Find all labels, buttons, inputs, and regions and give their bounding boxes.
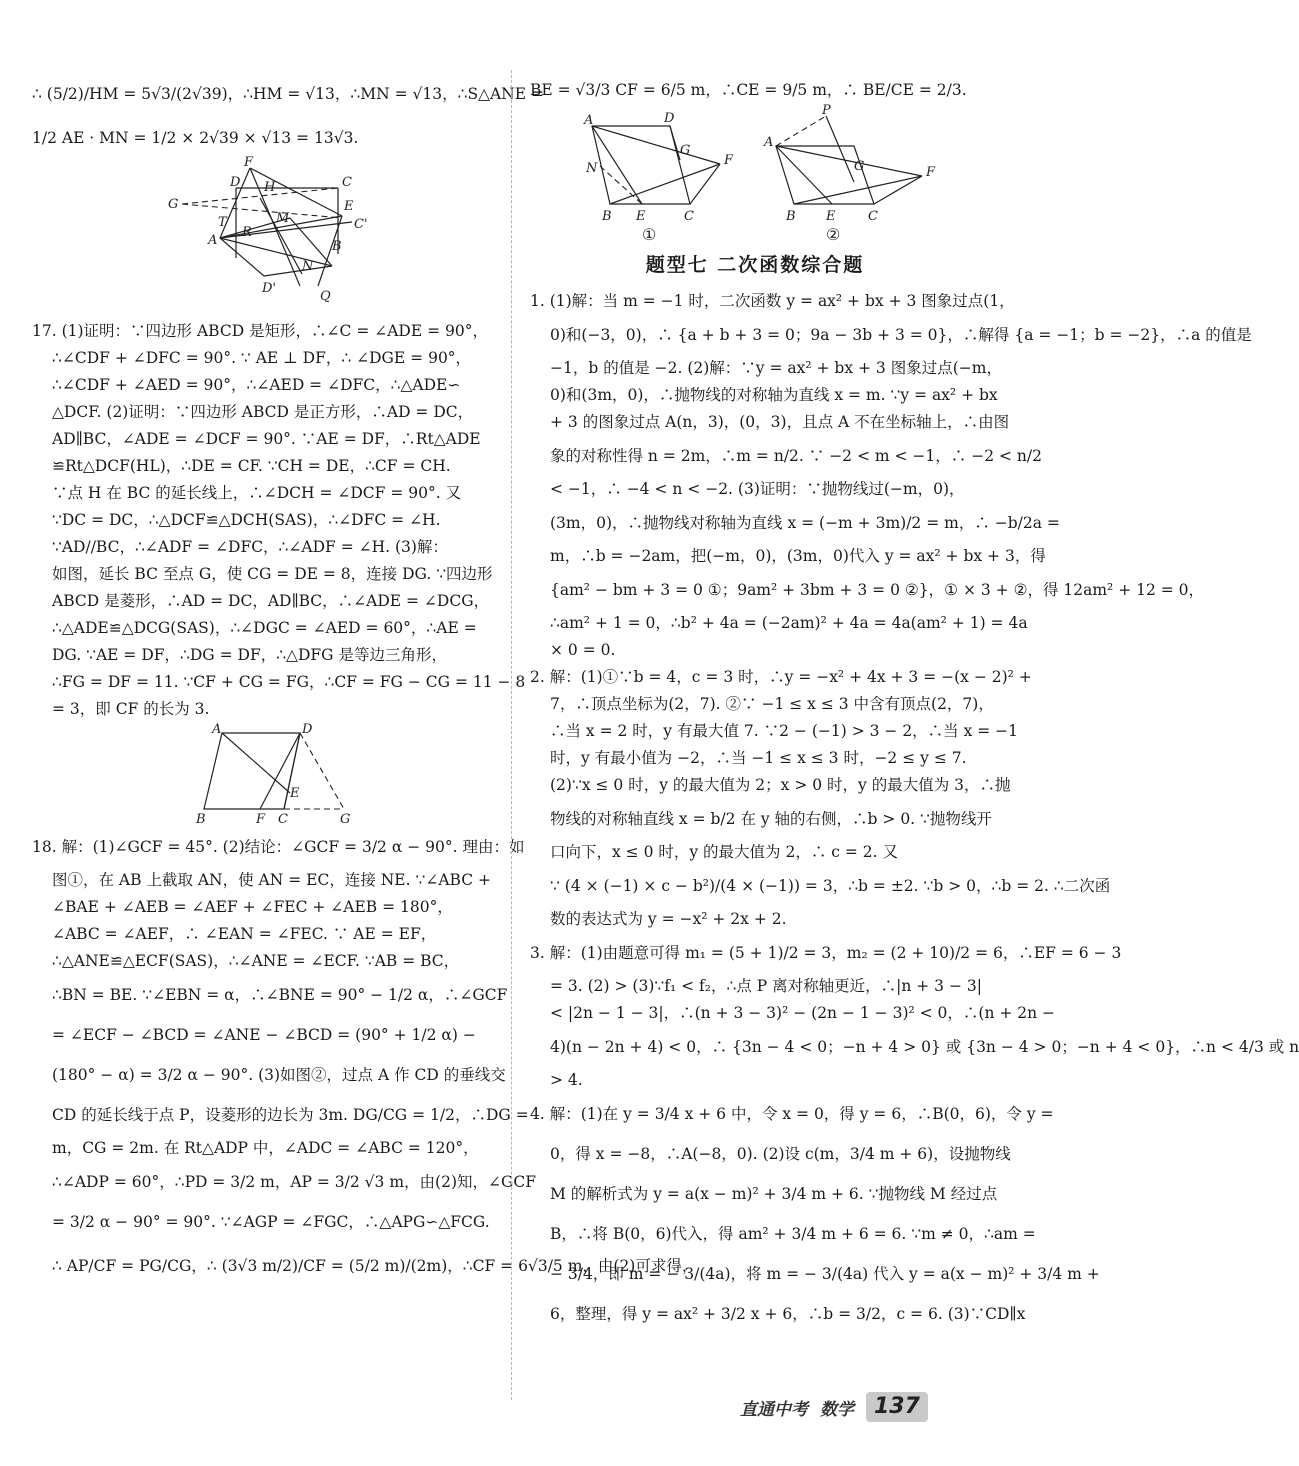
text-line: {am² − bm + 3 = 0 ①；9am² + 3bm + 3 = 0 ②}，① × 3 + ②，得 12am² + 12 = 0，: [550, 581, 1205, 599]
text-line: ∠ABC = ∠AEF，∴ ∠EAN = ∠FEC. ∵ AE = EF，: [52, 925, 437, 943]
text-line: × 0 = 0.: [550, 641, 616, 659]
figure-label: E: [290, 786, 300, 801]
text-line: ∵DC = DC，∴△DCF≌△DCH(SAS)，∴∠DFC = ∠H.: [52, 511, 441, 529]
text-line: 17. (1)证明：∵四边形 ABCD 是矩形，∴∠C = ∠ADE = 90°，: [32, 322, 488, 340]
text-line: ∴△ADE≌△DCG(SAS)，∴∠DGC = ∠AED = 60°，∴AE =: [52, 619, 477, 637]
text-line: = 3，即 CF 的长为 3.: [52, 700, 210, 718]
page-footer: [740, 1392, 928, 1422]
text-line: M 的解析式为 y = a(x − m)² + 3/4 m + 6. ∵抛物线 M 经过点: [550, 1185, 998, 1203]
text-line: 0)和(−3，0)，∴ {a + b + 3 = 0；9a − 3b + 3 = 0}，∴解得 {a = −1；b = −2}，∴a 的值是: [550, 326, 1252, 344]
section-title: 题型七 二次函数综合题: [645, 254, 865, 276]
figure-label: B: [196, 812, 206, 827]
text-line: 数的表达式为 y = −x² + 2x + 2.: [550, 910, 787, 928]
figure-label: H: [264, 180, 276, 195]
text-line: ∠BAE + ∠AEB = ∠AEF + ∠FEC + ∠AEB = 180°，: [52, 898, 453, 916]
text-line: 4. 解：(1)在 y = 3/4 x + 6 中，令 x = 0，得 y = 6，∴B(0，6)，令 y =: [530, 1105, 1054, 1123]
text-line: 1. (1)解：当 m = −1 时，二次函数 y = ax² + bx + 3 图象过点(1，: [530, 292, 1015, 310]
figure-label: G: [854, 159, 865, 174]
text-line: 4)(n − 2n + 4) < 0，∴ {3n − 4 < 0；−n + 4 > 0} 或 {3n − 4 > 0；−n + 4 < 0}，∴n < 4/3 或 n: [550, 1038, 1299, 1056]
text-line: = 3/2 α − 90° = 90°. ∵∠AGP = ∠FGC，∴△APG∽△FCG.: [52, 1213, 490, 1231]
text-line: 2. 解：(1)①∵b = 4，c = 3 时，∴y = −x² + 4x + 3 = −(x − 2)² +: [530, 668, 1032, 686]
text-line: = 3. (2) > (3)∵f₁ < f₂，∴点 P 离对称轴更近，∴|n + 3 − 3|: [550, 977, 982, 995]
text-line: 象的对称性得 n = 2m，∴m = n/2. ∵ −2 < m < −1，∴ −2 < n/2: [550, 447, 1042, 465]
text-line: 1/2 AE · MN = 1/2 × 2√39 × √13 = 13√3.: [32, 129, 359, 147]
figure-label: N: [586, 161, 598, 176]
figure-label: P: [822, 103, 831, 118]
text-line: ∴∠ADP = 60°，∴PD = 3/2 m，AP = 3/2 √3 m，由(2)知，∠GCF: [52, 1173, 536, 1191]
text-line: ∴ (5/2)/HM = 5√3/(2√39)，∴HM = √13，∴MN = √13，∴S△ANE =: [32, 85, 544, 103]
figure-label: G: [340, 812, 351, 827]
figure-label: A: [208, 233, 218, 248]
figure-label: B: [332, 239, 342, 254]
subject-label: 数学: [820, 1399, 854, 1420]
text-line: ≌Rt△DCF(HL)，∴DE = CF. ∵CH = DE，∴CF = CH.: [52, 457, 451, 475]
figure-number: ①: [642, 225, 657, 244]
text-line: 18. 解：(1)∠GCF = 45°. (2)结论：∠GCF = 3/2 α − 90°. 理由：如: [32, 838, 525, 856]
text-line: 物线的对称轴直线 x = b/2 在 y 轴的右侧，∴b > 0. ∵抛物线开: [550, 810, 992, 828]
text-line: (2)∵x ≤ 0 时，y 的最大值为 2；x > 0 时，y 的最大值为 3，∴抛: [550, 776, 1011, 794]
text-line: m，CG = 2m. 在 Rt△ADP 中，∠ADC = ∠ABC = 120°，: [52, 1139, 479, 1157]
text-line: 图①，在 AB 上截取 AN，使 AN = EC，连接 NE. ∵∠ABC +: [52, 871, 491, 889]
figure-label: F: [256, 812, 266, 827]
text-line: AD∥BC，∠ADE = ∠DCF = 90°. ∵AE = DF，∴Rt△ADE: [52, 430, 481, 448]
text-line: 0)和(3m，0)，∴抛物线的对称轴为直线 x = m. ∵y = ax² + bx: [550, 386, 998, 404]
text-line: 7，∴顶点坐标为(2，7). ②∵ −1 ≤ x ≤ 3 中含有顶点(2，7)，: [550, 695, 994, 713]
text-line: ∴△ANE≌△ECF(SAS)，∴∠ANE = ∠ECF. ∵AB = BC，: [52, 952, 460, 970]
figure-label: F: [244, 155, 254, 170]
text-line: 口向下，x ≤ 0 时，y 的最大值为 2，∴ c = 2. 又: [550, 843, 899, 861]
figure-rhombus: [32, 723, 494, 827]
figure-label: C: [684, 209, 694, 224]
text-line: = ∠ECF − ∠BCD = ∠ANE − ∠BCD = (90° + 1/2 α) −: [52, 1026, 476, 1044]
text-line: ∴∠CDF + ∠AED = 90°，∴∠AED = ∠DFC，∴△ADE∽: [52, 376, 461, 394]
figure-label: C: [342, 175, 352, 190]
text-line: ∵ (4 × (−1) × c − b²)/(4 × (−1)) = 3，∴b = ±2. ∵b > 0，∴b = 2. ∴二次函: [550, 877, 1111, 895]
text-line: (180° − α) = 3/2 α − 90°. (3)如图②，过点 A 作 CD 的垂线交: [52, 1066, 506, 1084]
figure-label: D: [302, 722, 313, 737]
text-line: 如图，延长 BC 至点 G，使 CG = DE = 8，连接 DG. ∵四边形: [52, 565, 493, 583]
figure-label: D': [262, 281, 276, 296]
figure-label: D: [664, 111, 675, 126]
text-line: B，∴将 B(0，6)代入，得 am² + 3/4 m + 6 = 6. ∵m ≠ 0，∴am =: [550, 1225, 1036, 1243]
figure-rotated-square: [32, 155, 494, 318]
figure-label: F: [926, 165, 936, 180]
text-line: 时，y 有最小值为 −2，∴当 −1 ≤ x ≤ 3 时，−2 ≤ y ≤ 7.: [550, 749, 967, 767]
figure-label: D: [230, 175, 241, 190]
text-line: CD 的延长线于点 P，设菱形的边长为 3m. DG/CG = 1/2，∴DG =: [52, 1106, 529, 1124]
figure-label: G: [168, 197, 179, 212]
page-number: 137: [866, 1392, 928, 1422]
text-line: ∴FG = DF = 11. ∵CF + CG = FG，∴CF = FG − CG = 11 − 8: [52, 673, 526, 691]
text-line: 3. 解：(1)由题意可得 m₁ = (5 + 1)/2 = 3，m₂ = (2 + 10)/2 = 6，∴EF = 6 − 3: [530, 944, 1122, 962]
text-line: 6，整理，得 y = ax² + 3/2 x + 6，∴b = 3/2，c = 6. (3)∵CD∥x: [550, 1305, 1026, 1323]
text-line: △DCF. (2)证明：∵四边形 ABCD 是正方形，∴AD = DC，: [52, 403, 474, 421]
column-divider: [511, 70, 512, 1400]
text-line: ∴当 x = 2 时，y 有最大值 7. ∵2 − (−1) > 3 − 2，∴当 x = −1: [550, 722, 1019, 740]
text-line: BE = √3/3 CF = 6/5 m，∴CE = 9/5 m，∴ BE/CE = 2/3.: [530, 81, 967, 99]
text-line: ∴ AP/CF = PG/CG，∴ (3√3 m/2)/CF = (5/2 m)/(2m)，∴CF = 6√3/5 m，由(2)可求得，: [52, 1257, 698, 1275]
text-line: ∴am² + 1 = 0，∴b² + 4a = (−2am)² + 4a = 4a(am² + 1) = 4a: [550, 614, 1028, 632]
figure-pair: [530, 103, 980, 244]
text-line: < −1，∴ −4 < n < −2. (3)证明：∵抛物线过(−m，0)，: [550, 480, 965, 498]
figure-label: G: [680, 143, 691, 158]
figure-label: M: [276, 211, 290, 226]
figure-label: C: [868, 209, 878, 224]
figure-label: F: [724, 153, 734, 168]
text-line: + 3 的图象过点 A(n，3)，(0，3)，且点 A 不在坐标轴上，∴由图: [550, 413, 1010, 431]
text-line: ∴∠CDF + ∠DFC = 90°. ∵ AE ⊥ DF，∴ ∠DGE = 90°，: [52, 349, 472, 367]
figure-label: A: [212, 722, 222, 737]
figure-label: R: [242, 225, 252, 240]
figure-label: N: [302, 259, 314, 274]
figure-label: E: [826, 209, 836, 224]
text-line: − 3/4，即 m = − 3/(4a)，将 m = − 3/(4a) 代入 y = a(x − m)² + 3/4 m +: [550, 1265, 1100, 1283]
figure-label: E: [636, 209, 646, 224]
figure-label: T: [218, 215, 227, 230]
figure-label: A: [764, 135, 774, 150]
figure-label: E: [344, 199, 354, 214]
text-line: m，∴b = −2am，把(−m，0)，(3m，0)代入 y = ax² + bx + 3，得: [550, 547, 1046, 565]
text-line: ABCD 是菱形，∴AD = DC，AD∥BC，∴∠ADE = ∠DCG，: [52, 592, 490, 610]
text-line: DG. ∵AE = DF，∴DG = DF，∴△DFG 是等边三角形，: [52, 646, 447, 664]
book-brand: 直通中考: [740, 1399, 808, 1420]
text-line: 0，得 x = −8，∴A(−8，0). (2)设 c(m，3/4 m + 6)，设抛物线: [550, 1145, 1011, 1163]
figure-number: ②: [826, 225, 841, 244]
figure-label: Q: [320, 289, 331, 304]
text-line: < |2n − 1 − 3|，∴(n + 3 − 3)² − (2n − 1 − 3)² < 0，∴(n + 2n −: [550, 1004, 1056, 1022]
text-line: ∴BN = BE. ∵∠EBN = α，∴∠BNE = 90° − 1/2 α，∴∠GCF: [52, 986, 508, 1004]
figure-label: C': [354, 217, 368, 232]
figure-label: B: [786, 209, 796, 224]
figure-label: C: [278, 812, 288, 827]
text-line: (3m，0)，∴抛物线对称轴为直线 x = (−m + 3m)/2 = m，∴ −b/2a =: [550, 514, 1060, 532]
text-line: ∵AD//BC，∴∠ADF = ∠DFC，∴∠ADF = ∠H. (3)解：: [52, 538, 448, 556]
text-line: > 4.: [550, 1071, 583, 1089]
figure-label: A: [584, 113, 594, 128]
text-line: −1，b 的值是 −2. (2)解：∵y = ax² + bx + 3 图象过点(−m，: [550, 359, 1002, 377]
figure-label: B: [602, 209, 612, 224]
right-column: [530, 70, 1299, 1334]
text-line: ∵点 H 在 BC 的延长线上，∴∠DCH = ∠DCF = 90°. 又: [52, 484, 462, 502]
